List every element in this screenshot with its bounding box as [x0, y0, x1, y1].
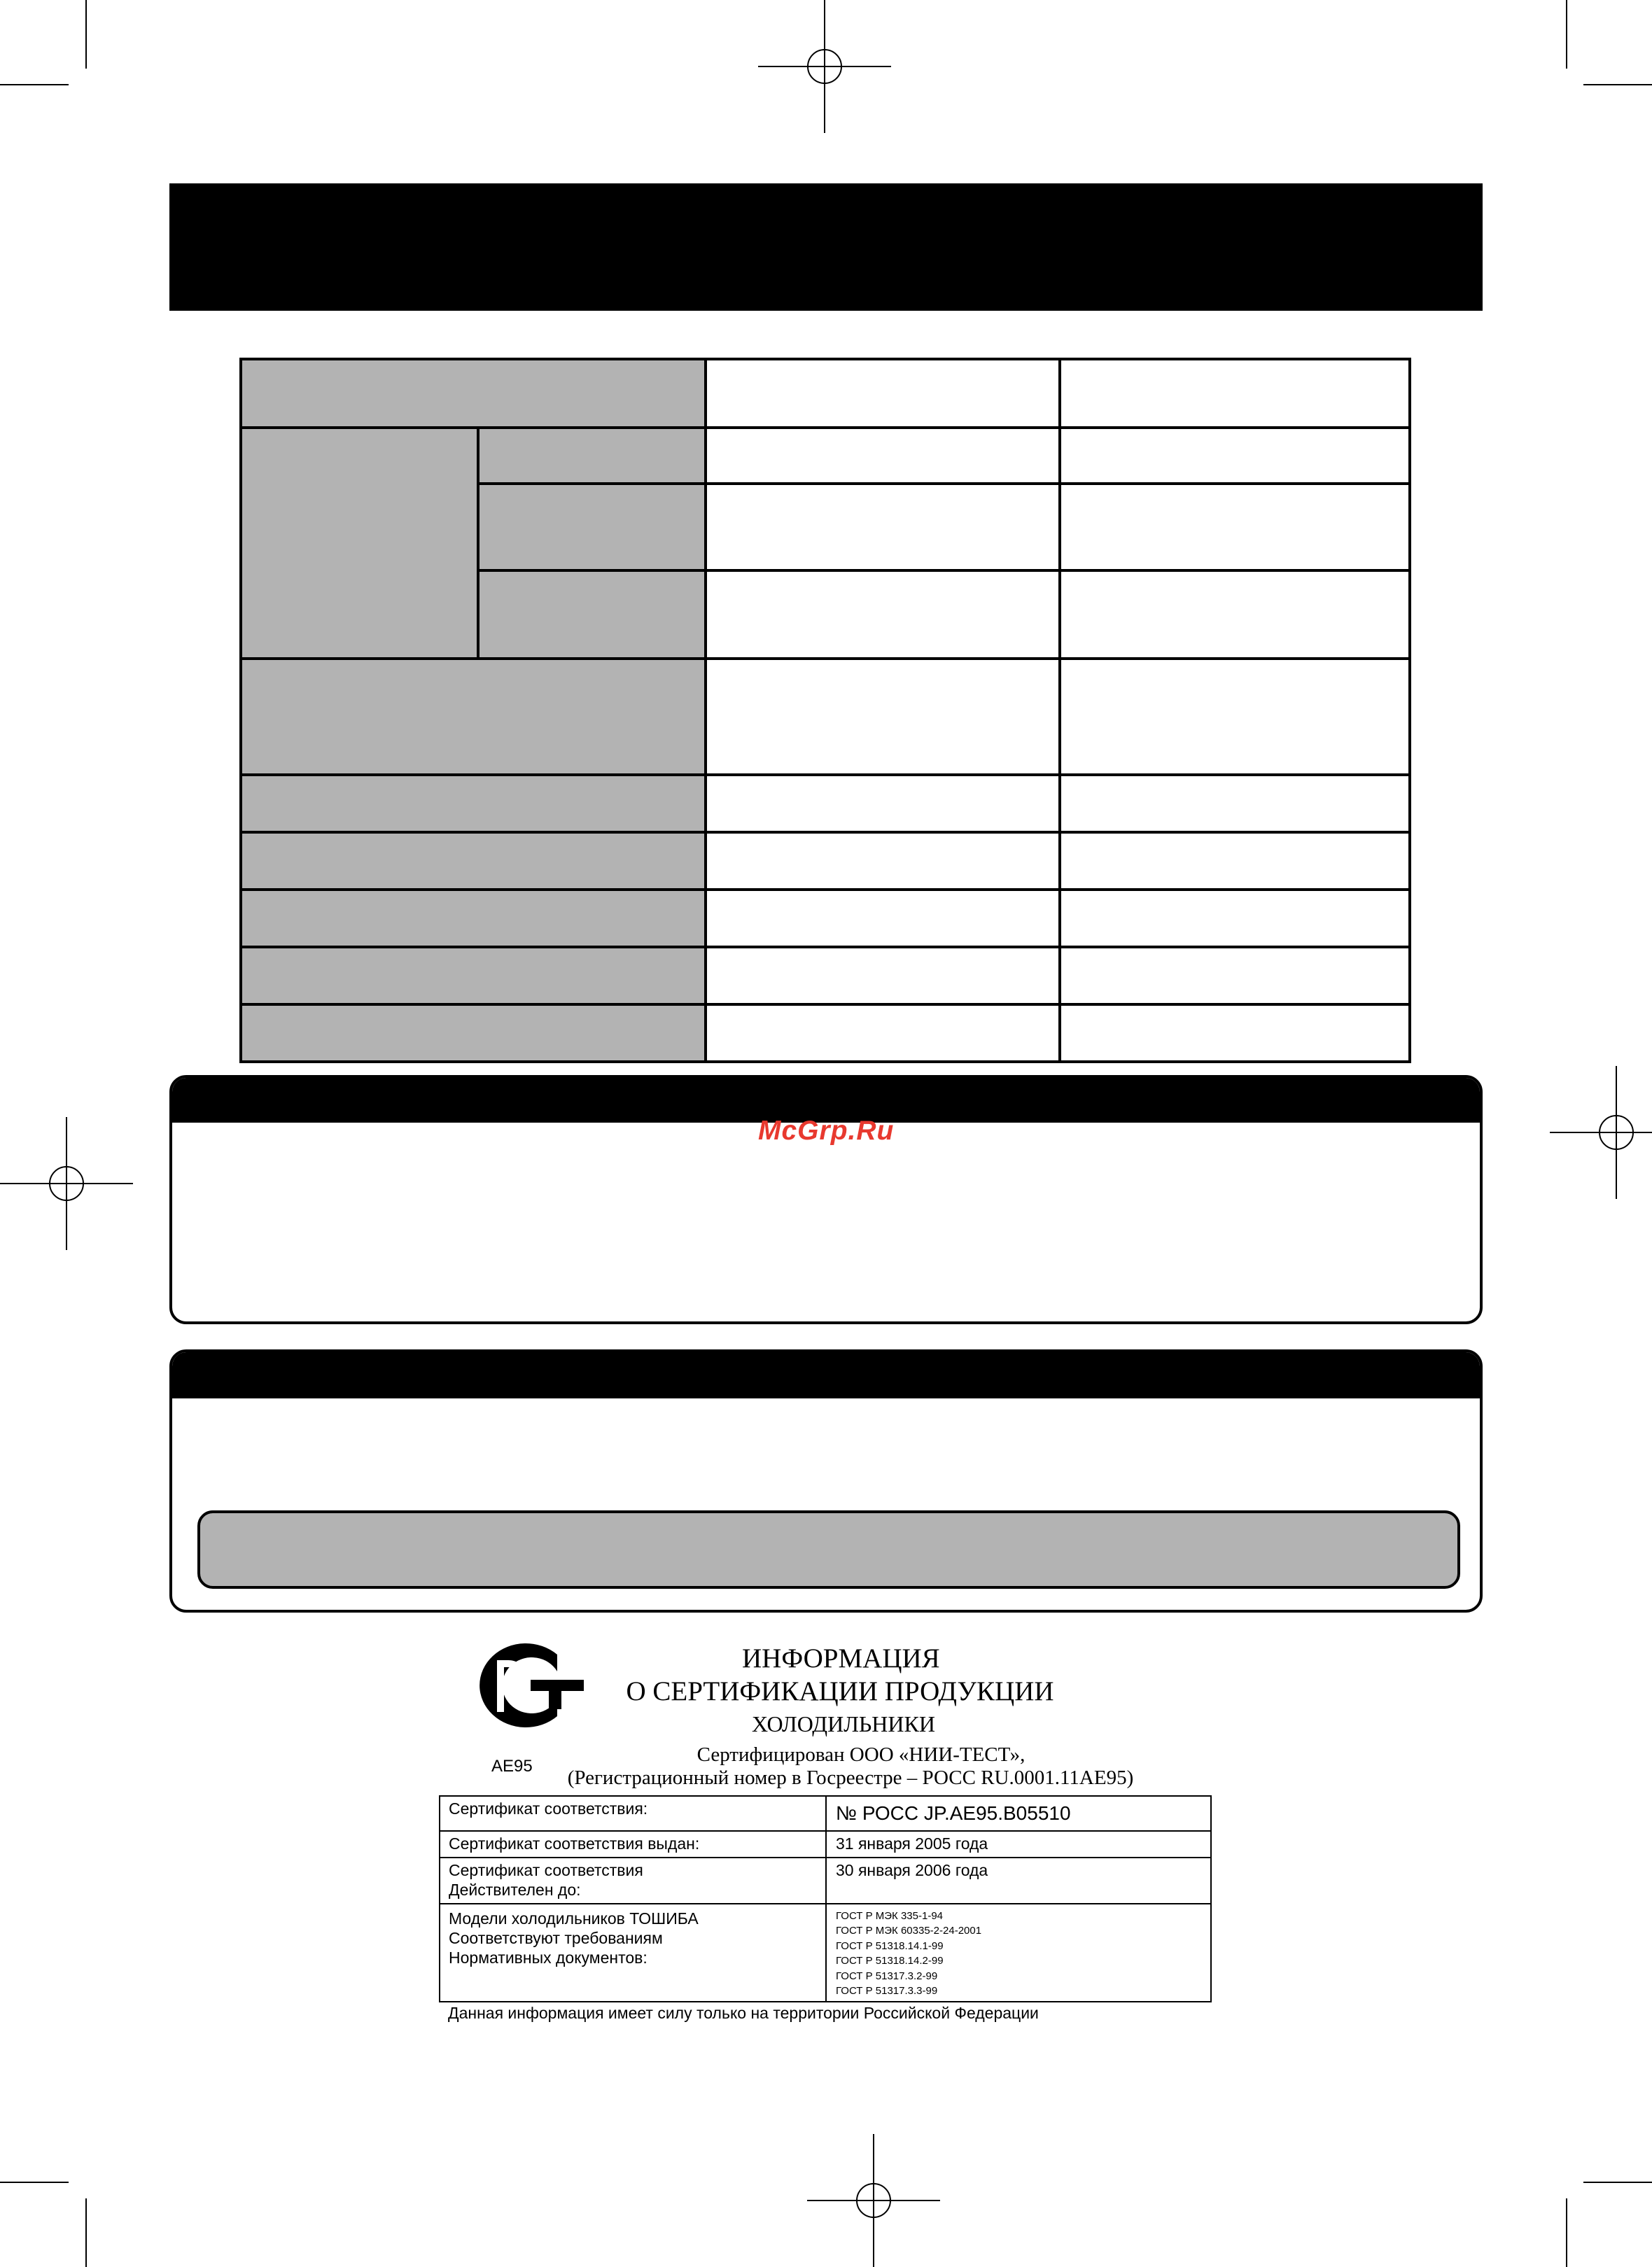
standard-item: ГОСТ Р 51317.3.3-99 [836, 1985, 938, 1997]
certification-title-line1: ИНФОРМАЦИЯ [742, 1643, 940, 1673]
table-row [440, 1904, 1210, 2001]
standard-item: ГОСТ Р 51317.3.2-99 [836, 1970, 938, 1982]
table-cell [1058, 569, 1411, 660]
certificate-table [439, 1795, 1212, 2002]
table-header-cell [239, 831, 707, 891]
table-group-cell [239, 426, 479, 660]
row-label-line2: Действителен до: [449, 1881, 581, 1899]
row-label: Сертификат соответствия выдан: [449, 1834, 700, 1853]
registration-mark-bottom [807, 2134, 940, 2267]
table-subheader-cell [477, 426, 707, 485]
table-cell [704, 358, 1061, 429]
table-cell [1058, 358, 1411, 429]
pct-certification-logo [463, 1639, 587, 1732]
table-cell [1058, 773, 1411, 834]
table-header-cell [239, 946, 707, 1006]
table-cell [1058, 888, 1411, 948]
crop-mark [85, 0, 87, 69]
row-label: Сертификат соответствия: [449, 1799, 648, 1818]
table-cell [1058, 482, 1411, 572]
registration-number: (Регистрационный номер в Госреестре – РОСС RU.0001.11АЕ95) [567, 1767, 1134, 1789]
row-label-line1: Модели холодильников ТОШИБА [449, 1909, 699, 1928]
row-label-line1: Сертификат соответствия [449, 1861, 643, 1879]
certified-by: Сертифицирован ООО «НИИ-ТЕСТ», [696, 1743, 1026, 1766]
specification-table [239, 358, 1411, 1058]
table-header-cell [239, 657, 707, 776]
table-cell [704, 569, 1061, 660]
table-row [440, 1858, 1210, 1904]
registration-mark-top [758, 0, 891, 133]
table-row [440, 1797, 1210, 1832]
table-cell [1058, 946, 1411, 1006]
crop-mark [0, 84, 69, 85]
table-cell [1058, 1003, 1411, 1063]
table-header-cell [239, 773, 707, 834]
section-header-bar [169, 183, 1483, 311]
crop-mark [1566, 2198, 1567, 2267]
certificate-number: № РОСС JP.AE95.B05510 [836, 1802, 1071, 1824]
table-cell [704, 657, 1061, 776]
table-subheader-cell [477, 569, 707, 660]
table-cell [704, 482, 1061, 572]
registration-mark-left [0, 1117, 133, 1250]
table-cell [704, 946, 1061, 1006]
table-cell [704, 773, 1061, 834]
crop-mark [1583, 2182, 1652, 2183]
crop-mark [85, 2198, 87, 2267]
watermark: McGrp.Ru [758, 1116, 895, 1146]
table-header-cell [239, 888, 707, 948]
crop-mark [1583, 84, 1652, 85]
validity-note: Данная информация имеет силу только на территории Российской Федерации [448, 2004, 1039, 2022]
table-header-cell [239, 1003, 707, 1063]
table-cell [704, 831, 1061, 891]
table-cell [1058, 657, 1411, 776]
valid-until-date: 30 января 2006 года [836, 1861, 988, 1879]
standard-item: ГОСТ Р МЭК 335-1-94 [836, 1910, 944, 1922]
table-subheader-cell [477, 482, 707, 572]
certification-title-line3: ХОЛОДИЛЬНИКИ [752, 1711, 935, 1736]
standard-item: ГОСТ Р 51318.14.2-99 [836, 1955, 944, 1967]
table-cell [704, 1003, 1061, 1063]
highlight-panel [197, 1510, 1460, 1589]
logo-code: AE95 [491, 1757, 533, 1776]
crop-mark [0, 2182, 69, 2183]
issue-date: 31 января 2005 года [836, 1834, 988, 1853]
certification-title-line2: О СЕРТИФИКАЦИИ ПРОДУКЦИИ [626, 1676, 1054, 1706]
notice-box-1 [169, 1075, 1483, 1324]
table-cell [1058, 426, 1411, 485]
standard-item: ГОСТ Р МЭК 60335-2-24-2001 [836, 1925, 982, 1937]
standard-item: ГОСТ Р 51318.14.1-99 [836, 1940, 944, 1952]
notice-box-header [172, 1352, 1480, 1398]
row-label-line2: Соответствуют требованиям [449, 1929, 663, 1947]
table-row [440, 1832, 1210, 1858]
table-cell [1058, 831, 1411, 891]
registration-mark-right [1550, 1066, 1652, 1199]
table-cell [704, 888, 1061, 948]
table-cell [704, 426, 1061, 485]
table-header-cell [239, 358, 707, 429]
row-label-line3: Нормативных документов: [449, 1949, 648, 1967]
crop-mark [1566, 0, 1567, 69]
